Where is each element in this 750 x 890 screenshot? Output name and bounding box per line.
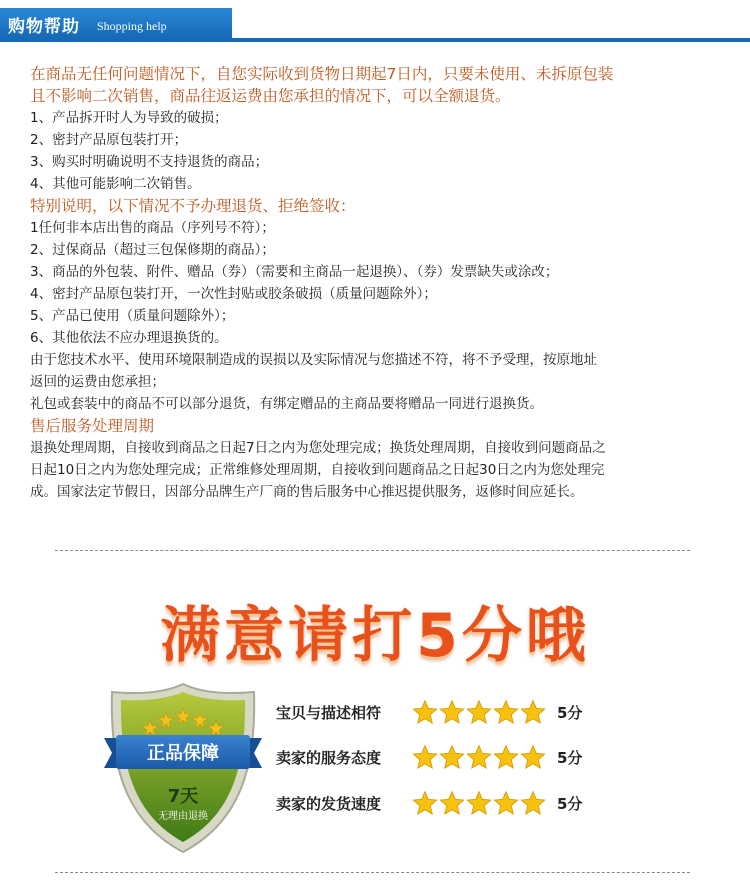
rating-label: 卖家的服务态度: [276, 748, 382, 767]
service-line-1: 退换处理周期，自接收到商品之日起7日之内为您处理完成；换货处理周期，自接收到问题商品之: [30, 440, 606, 456]
badge-days-text: 7天: [167, 786, 199, 807]
divider-bottom: [55, 872, 690, 873]
star-icon: [412, 790, 438, 816]
header-underline: [0, 38, 750, 42]
star-icon: [466, 744, 492, 770]
service-heading: 售后服务处理周期: [30, 417, 155, 435]
star-icon: [439, 699, 465, 725]
star-rating: [412, 699, 551, 725]
list1-item: 1、产品拆开时人为导致的破损；: [30, 110, 228, 126]
star-icon: [493, 790, 519, 816]
policy-intro-line-1: 在商品无任何问题情况下，自您实际收到货物日期起7日内，只要未使用、未拆原包装: [30, 65, 614, 83]
header-title: 购物帮助: [8, 17, 80, 37]
badge-ribbon-text: 正品保障: [147, 743, 219, 764]
star-icon: [493, 744, 519, 770]
star-icon: [520, 699, 546, 725]
list1-item: 3、购买时明确说明不支持退货的商品；: [30, 154, 269, 170]
page-header: [0, 0, 750, 42]
rating-row: [276, 742, 582, 772]
list2-item: 5、产品已使用（质量问题除外）；: [30, 308, 235, 324]
star-icon: [520, 790, 546, 816]
rating-score: 5分: [557, 794, 583, 813]
header-subtitle: Shopping help: [97, 19, 167, 33]
service-line-2: 日起10日之内为您处理完成；正常维修处理周期，自接收到问题商品之日起30日之内为您处理完: [30, 462, 605, 478]
star-icon: [412, 744, 438, 770]
list2-item: 6、其他依法不应办理退换货的。: [30, 330, 228, 346]
star-rating: [412, 744, 551, 770]
list1-item: 4、其他可能影响二次销售。: [30, 176, 201, 192]
star-icon: [412, 699, 438, 725]
star-rating: [412, 790, 551, 816]
service-line-3: 成。国家法定节假日，因部分品牌生产厂商的售后服务中心推迟提供服务，返修时间应延长。: [30, 484, 584, 500]
policy-content: [30, 63, 730, 503]
rating-score: 5分: [557, 703, 583, 722]
note2: 礼包或套装中的商品不可以部分退货，有绑定赠品的主商品要将赠品一同进行退换货。: [30, 396, 543, 412]
list2-item: 1任何非本店出售的商品（序列号不符）；: [30, 220, 275, 236]
list2-item: 4、密封产品原包装打开，一次性封贴或胶条破损（质量问题除外）；: [30, 286, 437, 302]
rating-row: [276, 788, 582, 818]
rating-slogan: 满意请打5分哦: [160, 601, 590, 671]
list2-item: 3、商品的外包装、附件、赠品（券）（需要和主商品一起退换）、（券）发票缺失或涂改；: [30, 264, 559, 280]
rating-row: [276, 697, 582, 727]
badge-sub-text: 无理由退换: [158, 811, 208, 822]
guarantee-badge: [102, 680, 264, 855]
rating-score: 5分: [557, 748, 583, 767]
special-heading: 特别说明，以下情况不予办理退货、拒绝签收：: [30, 197, 356, 215]
note1-line-1: 由于您技术水平、使用环境限制造成的误损以及实际情况与您描述不符，将不予受理，按原地址: [30, 352, 597, 368]
star-icon: [466, 790, 492, 816]
rating-label: 宝贝与描述相符: [276, 703, 382, 722]
note1-line-2: 返回的运费由您承担；: [30, 374, 165, 390]
star-icon: [439, 790, 465, 816]
list1-item: 2、密封产品原包装打开；: [30, 132, 188, 148]
star-icon: [466, 699, 492, 725]
list2-item: 2、过保商品（超过三包保修期的商品）；: [30, 242, 275, 258]
star-icon: [493, 699, 519, 725]
policy-intro-line-2: 且不影响二次销售，商品往返运费由您承担的情况下，可以全额退货。: [30, 87, 511, 105]
divider-top: [55, 550, 690, 551]
rating-label: 卖家的发货速度: [276, 794, 382, 813]
star-icon: [439, 744, 465, 770]
star-icon: [520, 744, 546, 770]
